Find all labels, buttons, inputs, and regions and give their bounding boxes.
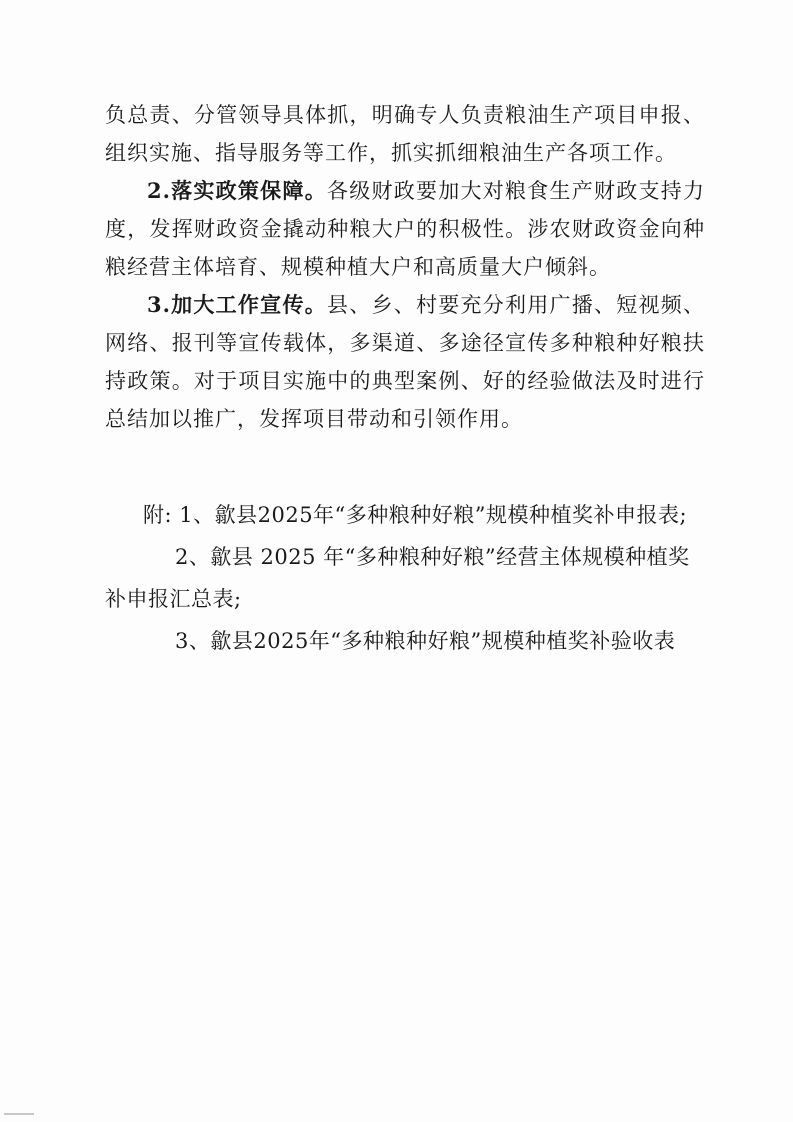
paragraph-publicity	[105, 286, 705, 438]
attachment-item-2: 2、歙县 2025 年“多种粮种好粮”经营主体规模种植奖	[175, 545, 690, 569]
paragraph-responsibility	[105, 96, 705, 172]
document-body	[105, 96, 705, 438]
paragraph-policy-guarantee-text: 各级财政要加大对粮食生产财政支持力度，发挥财政资金撬动种粮大户的积极性。涉农财政资金向种粮经营主体培育、规模种植大户和高质量大户倾斜。	[105, 179, 705, 279]
scan-edge-mark	[4, 1113, 34, 1115]
paragraph-policy-guarantee-heading: 2.落实政策保障。	[147, 178, 327, 203]
attachment-item-2-continued: 补申报汇总表;	[105, 587, 242, 611]
attachment-list	[105, 494, 705, 662]
attachment-item-3: 3、歙县2025年“多种粮种好粮”规模种植奖补验收表	[175, 629, 676, 653]
attachment-item-1: 附: 1、歙县2025年“多种粮种好粮”规模种植奖补申报表;	[143, 503, 688, 527]
paragraph-publicity-text: 县、乡、村要充分利用广播、短视频、网络、报刊等宣传载体，多渠道、多途径宣传多种粮种好粮扶持政策。对于项目实施中的典型案例、好的经验做法及时进行总结加以推广，发挥项目带动和引领作用。	[105, 293, 705, 431]
paragraph-policy-guarantee	[105, 172, 705, 286]
paragraph-publicity-heading: 3.加大工作宣传。	[147, 292, 327, 317]
paragraph-responsibility-text: 负总责、分管领导具体抓，明确专人负责粮油生产项目申报、组织实施、指导服务等工作，抓实抓细粮油生产各项工作。	[105, 103, 705, 165]
